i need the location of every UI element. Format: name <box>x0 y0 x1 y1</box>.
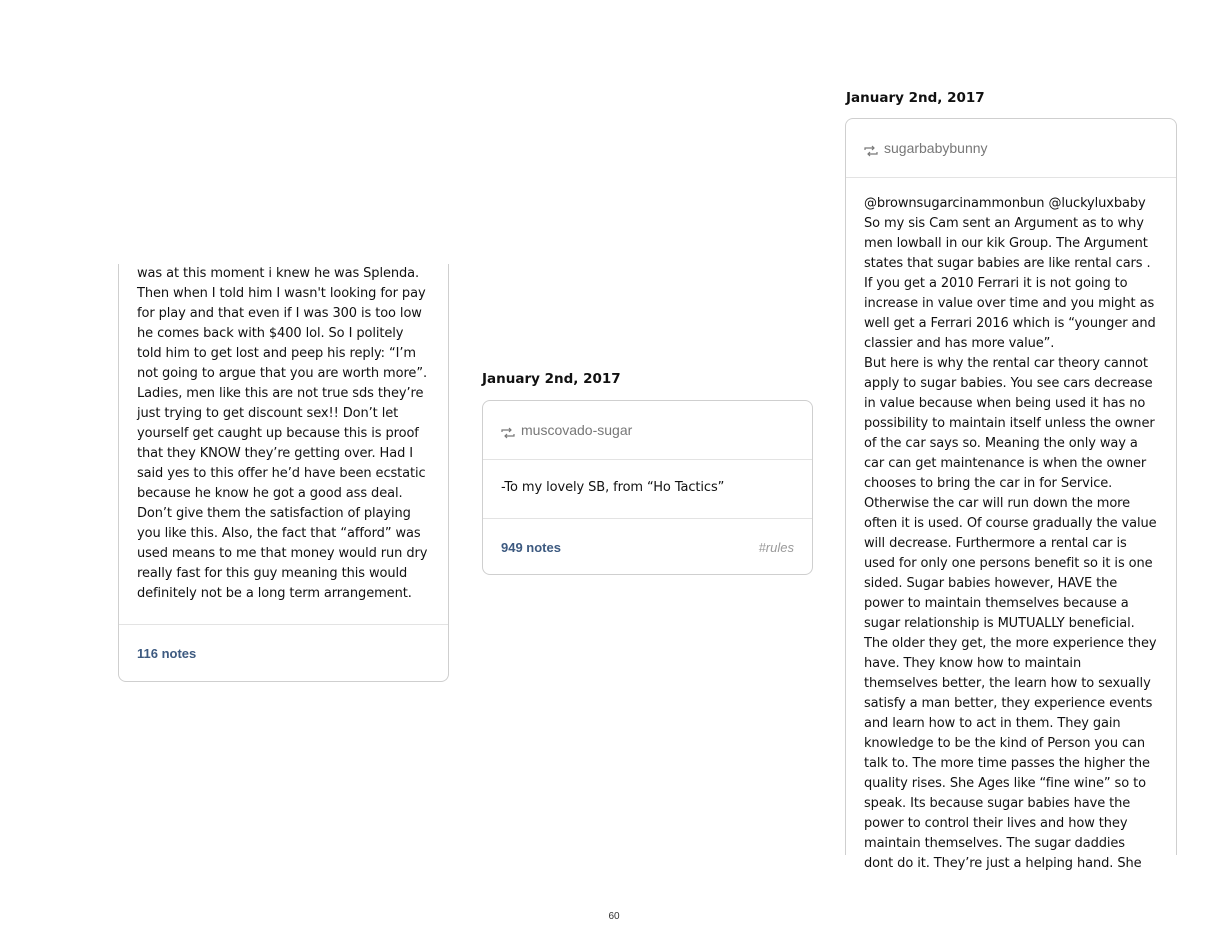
reblog-username[interactable]: muscovado-sugar <box>521 422 633 438</box>
post-date: January 2nd, 2017 <box>482 371 621 387</box>
left-post-footer <box>119 624 448 681</box>
right-post-card <box>845 118 1177 871</box>
middle-post-footer <box>483 518 812 575</box>
reblog-icon <box>501 425 515 435</box>
left-post-paragraph: was at this moment i knew he was Splenda. Then when I told him I wasn't looking for pay for play and that even if I was 300 is too low he comes back with $400 lol. So I politely told him to get lost and peep his reply: “I’m not going to argue that you are worth more”. <box>137 266 427 381</box>
page-number: 60 <box>608 911 620 922</box>
left-post-body <box>119 264 448 616</box>
right-post-body <box>846 178 1176 890</box>
middle-post-body <box>483 460 812 518</box>
left-post-paragraph: Ladies, men like this are not true sds they’re just trying to get discount sex!! Don’t let yourself get caught up because this is proof that they KNOW they’re getting over. Had I said yes to this offer he’d have been ecstatic because he know he got a good ass deal. Don’t give them the satisfaction of playing you like this. Also, the fact that “afford” was used means to me that money would run dry really fast for this guy meaning this would definitely not be a long term arrangement. <box>137 386 428 601</box>
reblog-header <box>483 401 812 460</box>
right-post-paragraph: @brownsugarcinammonbun @luckyluxbaby <box>864 196 1146 211</box>
right-post-paragraph: But here is why the rental car theory cannot apply to sugar babies. You see cars decrease in value because when being used it has no possibility to maintain itself unless the owner of the car says so. Meaning the only way a car can get maintenance is when the owner chooses to bring the car in for Service. Otherwise the car will run down the more often it is used. Of course gradually the value will decrease. Furthermore a rental car is used for only one persons benefit so it is one sided. Sugar babies however, HAVE the power to maintain themselves because a sugar relationship is MUTUALLY beneficial. The older they get, the more experience they have. They know how to maintain themselves better, the learn how to sexually satisfy a man better, they experience events and learn how to act in them. They gain knowledge to be the kind of Person you can talk to. The more time passes the higher the quality rises. She Ages like “fine wine” so to speak. Its because sugar babies have the power to control their lives and how they maintain themselves. The sugar daddies dont do it. They’re just a helping hand. She <box>864 356 1157 871</box>
post-date: January 2nd, 2017 <box>846 90 985 106</box>
middle-post-text: -To my lovely SB, from “Ho Tactics” <box>501 480 725 495</box>
notes-count[interactable]: 116 notes <box>137 645 197 661</box>
reblog-icon <box>864 143 878 153</box>
reblog-header <box>846 119 1176 178</box>
notes-count[interactable]: 949 notes <box>501 539 561 555</box>
left-post-card <box>118 264 449 682</box>
reblog-username[interactable]: sugarbabybunny <box>884 140 988 156</box>
post-tag[interactable]: #rules <box>758 539 794 555</box>
right-post-paragraph: So my sis Cam sent an Argument as to why men lowball in our kik Group. The Argument states that sugar babies are like rental cars . If you get a 2010 Ferrari it is not going to increase in value over time and you might as well get a Ferrari 2016 which is “younger and classier and has more value”. <box>864 216 1156 351</box>
middle-post-card <box>482 400 813 575</box>
